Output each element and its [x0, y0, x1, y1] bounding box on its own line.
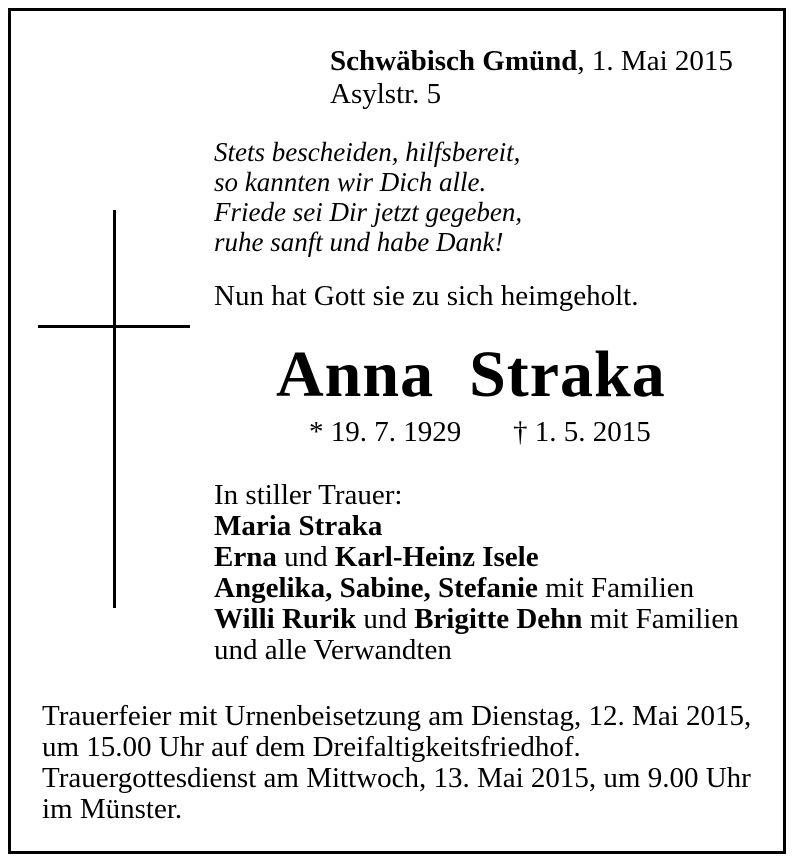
poem-line: ruhe sanft und habe Dank! [214, 227, 504, 257]
header-street: Asylstr. 5 [330, 78, 442, 110]
service-line: um 15.00 Uhr auf dem Dreifaltigkeitsfriedhof. [42, 731, 581, 763]
mourner-name: Erna [214, 541, 277, 573]
mourner-name: Angelika, Sabine, Stefanie [214, 572, 538, 604]
birth-date: * 19. 7. 1929 [309, 416, 462, 448]
service-line: Trauerfeier mit Urnenbeisetzung am Dienstag, 12. Mai 2015, [42, 700, 752, 732]
cross-icon-vertical [113, 210, 116, 608]
header-place-date [330, 47, 733, 76]
mourner-line: Angelika, Sabine, Stefanie mit Familien [214, 572, 695, 604]
poem-line: so kannten wir Dich alle. [214, 167, 487, 197]
poem-line: Friede sei Dir jetzt gegeben, [214, 197, 523, 227]
mourner-line: Willi Rurik und Brigitte Dehn mit Familien [214, 603, 739, 635]
header-date: , 1. Mai 2015 [577, 45, 733, 77]
mourner-name: Willi Rurik [214, 603, 357, 635]
deceased-name: Anna Straka [276, 338, 666, 411]
service-line: Trauergottesdienst am Mittwoch, 13. Mai 2015, um 9.00 Uhr [42, 762, 751, 794]
cross-icon-horizontal [38, 325, 190, 328]
mourner-line [214, 512, 382, 541]
mourner-name: Brigitte Dehn [414, 603, 583, 635]
mourner-name: Maria Straka [214, 510, 383, 542]
service-line: im Münster. [42, 793, 183, 825]
mourner-name: Karl-Heinz Isele [334, 541, 539, 573]
header-city: Schwäbisch Gmünd [330, 45, 578, 77]
poem-line: Stets bescheiden, hilfsbereit, [214, 137, 521, 167]
mourners-heading: In stiller Trauer: [214, 479, 403, 511]
intro-text: Nun hat Gott sie zu sich heimgeholt. [214, 280, 639, 312]
mourner-line: Erna und Karl-Heinz Isele [214, 541, 539, 573]
mourner-line: und alle Verwandten [214, 634, 452, 666]
death-date: † 1. 5. 2015 [513, 416, 651, 448]
